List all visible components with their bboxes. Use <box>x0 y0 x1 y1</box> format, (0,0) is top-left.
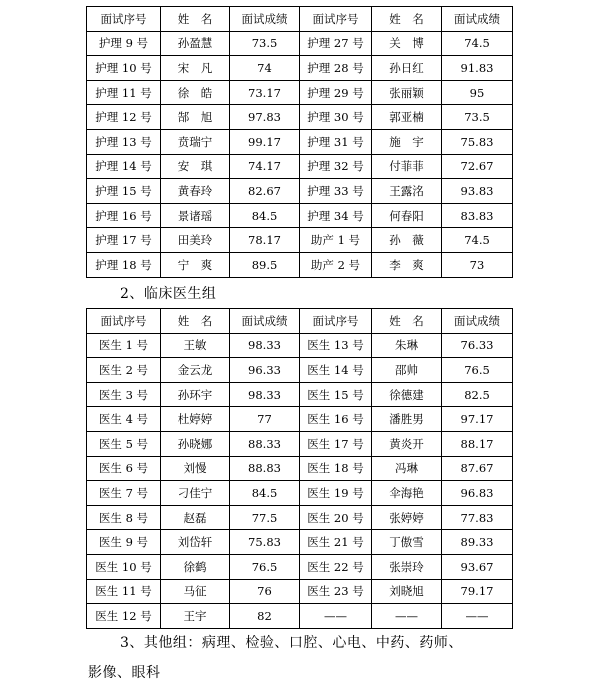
name-cell: 张丽颖 <box>372 80 442 105</box>
score-cell: 74.5 <box>442 31 513 56</box>
name-cell: 王敏 <box>161 333 230 358</box>
name-cell: 安 琪 <box>161 154 230 179</box>
column-header: 面试成绩 <box>442 7 513 32</box>
interview-number-cell: 护理 10 号 <box>87 56 161 81</box>
table-row <box>87 333 513 358</box>
score-cell: 77.83 <box>442 505 513 530</box>
score-cell: 79.17 <box>442 579 513 604</box>
name-cell: 何春阳 <box>372 203 442 228</box>
column-header: 面试序号 <box>300 7 372 32</box>
name-cell: 赵磊 <box>161 505 230 530</box>
name-cell: 刁佳宁 <box>161 481 230 506</box>
score-cell: 98.33 <box>230 382 300 407</box>
column-header: 姓 名 <box>372 309 442 334</box>
score-cell: 93.83 <box>442 179 513 204</box>
interview-number-cell: 护理 29 号 <box>300 80 372 105</box>
name-cell: 徐德建 <box>372 382 442 407</box>
section-heading-other-groups-continued: 影像、眼科 <box>88 665 161 681</box>
score-cell: 95 <box>442 80 513 105</box>
name-cell: 关 博 <box>372 31 442 56</box>
table-row <box>87 228 513 253</box>
score-cell: 96.83 <box>442 481 513 506</box>
interview-number-cell: 护理 15 号 <box>87 179 161 204</box>
name-cell: 孙 薇 <box>372 228 442 253</box>
name-cell: 丁傲雪 <box>372 530 442 555</box>
column-header: 面试成绩 <box>442 309 513 334</box>
table-header-row <box>87 309 513 334</box>
name-cell: 郜 旭 <box>161 105 230 130</box>
name-cell: 潘胜男 <box>372 407 442 432</box>
score-cell: 76.5 <box>442 358 513 383</box>
name-cell: 孙日红 <box>372 56 442 81</box>
interview-number-cell: 医生 5 号 <box>87 431 161 456</box>
interview-number-cell: 护理 18 号 <box>87 252 161 277</box>
table-row <box>87 554 513 579</box>
table-row <box>87 481 513 506</box>
interview-number-cell: 医生 9 号 <box>87 530 161 555</box>
interview-number-cell: 医生 1 号 <box>87 333 161 358</box>
name-cell: 王露洺 <box>372 179 442 204</box>
name-cell: 伞海艳 <box>372 481 442 506</box>
table-row <box>87 80 513 105</box>
name-cell: 朱琳 <box>372 333 442 358</box>
interview-number-cell: 护理 33 号 <box>300 179 372 204</box>
table-row <box>87 31 513 56</box>
table-row <box>87 56 513 81</box>
interview-number-cell: 医生 6 号 <box>87 456 161 481</box>
column-header: 姓 名 <box>372 7 442 32</box>
interview-number-cell: 医生 2 号 <box>87 358 161 383</box>
interview-number-cell: 护理 13 号 <box>87 129 161 154</box>
score-cell: 75.83 <box>442 129 513 154</box>
table-row <box>87 154 513 179</box>
interview-number-cell: 助产 2 号 <box>300 252 372 277</box>
score-cell: 97.17 <box>442 407 513 432</box>
table-row <box>87 252 513 277</box>
score-cell: 99.17 <box>230 129 300 154</box>
table-row <box>87 579 513 604</box>
name-cell: 孙盈慧 <box>161 31 230 56</box>
name-cell: 刘晓旭 <box>372 579 442 604</box>
name-cell: 徐 皓 <box>161 80 230 105</box>
interview-number-cell: 医生 13 号 <box>300 333 372 358</box>
interview-number-cell: 护理 11 号 <box>87 80 161 105</box>
interview-number-cell: 护理 9 号 <box>87 31 161 56</box>
name-cell: 孙晓娜 <box>161 431 230 456</box>
name-cell: 贲瑞宁 <box>161 129 230 154</box>
column-header: 面试序号 <box>87 7 161 32</box>
table-row <box>87 203 513 228</box>
interview-number-cell: 医生 20 号 <box>300 505 372 530</box>
interview-number-cell: 医生 21 号 <box>300 530 372 555</box>
interview-number-cell: 护理 28 号 <box>300 56 372 81</box>
score-cell: 76 <box>230 579 300 604</box>
name-cell: 宋 凡 <box>161 56 230 81</box>
interview-number-cell: 护理 17 号 <box>87 228 161 253</box>
name-cell: 张婷婷 <box>372 505 442 530</box>
table-row <box>87 407 513 432</box>
score-cell: 77.5 <box>230 505 300 530</box>
name-cell: 黄炎开 <box>372 431 442 456</box>
interview-number-cell: 护理 12 号 <box>87 105 161 130</box>
interview-number-cell: 医生 16 号 <box>300 407 372 432</box>
name-cell: 孙环宇 <box>161 382 230 407</box>
table-row <box>87 505 513 530</box>
nursing-score-table <box>86 6 513 278</box>
interview-number-cell: 医生 14 号 <box>300 358 372 383</box>
name-cell: 王宇 <box>161 604 230 629</box>
name-cell: 张崇玲 <box>372 554 442 579</box>
column-header: 姓 名 <box>161 309 230 334</box>
score-cell: 74.5 <box>442 228 513 253</box>
score-cell: 96.33 <box>230 358 300 383</box>
interview-number-cell: 医生 7 号 <box>87 481 161 506</box>
score-cell: 87.67 <box>442 456 513 481</box>
column-header: 面试序号 <box>300 309 372 334</box>
table-row <box>87 179 513 204</box>
name-cell: 刘岱轩 <box>161 530 230 555</box>
interview-number-cell: 护理 16 号 <box>87 203 161 228</box>
name-cell: 黄春玲 <box>161 179 230 204</box>
score-cell: 74 <box>230 56 300 81</box>
interview-number-cell: 医生 4 号 <box>87 407 161 432</box>
interview-number-cell: —— <box>300 604 372 629</box>
name-cell: 杜婷婷 <box>161 407 230 432</box>
score-cell: 82.5 <box>442 382 513 407</box>
name-cell: 冯琳 <box>372 456 442 481</box>
column-header: 姓 名 <box>161 7 230 32</box>
name-cell: 马征 <box>161 579 230 604</box>
score-cell: 83.83 <box>442 203 513 228</box>
score-cell: 78.17 <box>230 228 300 253</box>
score-cell: 75.83 <box>230 530 300 555</box>
name-cell: 邵帅 <box>372 358 442 383</box>
score-cell: 77 <box>230 407 300 432</box>
section-heading-other-groups: 3、其他组：病理、检验、口腔、心电、中药、药师、 <box>120 635 463 651</box>
table-row <box>87 105 513 130</box>
interview-number-cell: 护理 31 号 <box>300 129 372 154</box>
interview-number-cell: 医生 17 号 <box>300 431 372 456</box>
interview-number-cell: 医生 23 号 <box>300 579 372 604</box>
column-header: 面试序号 <box>87 309 161 334</box>
name-cell: 宁 爽 <box>161 252 230 277</box>
name-cell: 李 爽 <box>372 252 442 277</box>
score-cell: 72.67 <box>442 154 513 179</box>
doctor-table-body <box>87 309 513 629</box>
interview-number-cell: 护理 32 号 <box>300 154 372 179</box>
score-cell: 82 <box>230 604 300 629</box>
section-heading-clinical-doctors: 2、临床医生组 <box>120 286 217 302</box>
interview-number-cell: 医生 3 号 <box>87 382 161 407</box>
name-cell: 景诸瑶 <box>161 203 230 228</box>
score-cell: 84.5 <box>230 481 300 506</box>
score-cell: 82.67 <box>230 179 300 204</box>
score-cell: 73.17 <box>230 80 300 105</box>
nursing-table-body <box>87 7 513 278</box>
score-cell: 93.67 <box>442 554 513 579</box>
column-header: 面试成绩 <box>230 309 300 334</box>
score-cell: 73.5 <box>230 31 300 56</box>
interview-number-cell: 医生 15 号 <box>300 382 372 407</box>
score-cell: 76.5 <box>230 554 300 579</box>
table-row <box>87 456 513 481</box>
score-cell: 88.33 <box>230 431 300 456</box>
interview-number-cell: 医生 22 号 <box>300 554 372 579</box>
score-cell: —— <box>442 604 513 629</box>
score-cell: 84.5 <box>230 203 300 228</box>
score-cell: 73 <box>442 252 513 277</box>
name-cell: 刘慢 <box>161 456 230 481</box>
score-cell: 91.83 <box>442 56 513 81</box>
name-cell: 金云龙 <box>161 358 230 383</box>
table-row <box>87 530 513 555</box>
column-header: 面试成绩 <box>230 7 300 32</box>
score-cell: 98.33 <box>230 333 300 358</box>
table-row <box>87 604 513 629</box>
interview-number-cell: 医生 8 号 <box>87 505 161 530</box>
score-cell: 89.33 <box>442 530 513 555</box>
table-row <box>87 382 513 407</box>
score-cell: 88.83 <box>230 456 300 481</box>
table-row <box>87 431 513 456</box>
score-cell: 76.33 <box>442 333 513 358</box>
interview-number-cell: 医生 11 号 <box>87 579 161 604</box>
table-row <box>87 358 513 383</box>
interview-number-cell: 医生 18 号 <box>300 456 372 481</box>
score-cell: 89.5 <box>230 252 300 277</box>
score-cell: 74.17 <box>230 154 300 179</box>
interview-number-cell: 助产 1 号 <box>300 228 372 253</box>
name-cell: 施 宇 <box>372 129 442 154</box>
score-cell: 73.5 <box>442 105 513 130</box>
interview-number-cell: 医生 12 号 <box>87 604 161 629</box>
table-row <box>87 129 513 154</box>
interview-number-cell: 护理 27 号 <box>300 31 372 56</box>
name-cell: 付菲菲 <box>372 154 442 179</box>
name-cell: 郭亚楠 <box>372 105 442 130</box>
interview-number-cell: 医生 10 号 <box>87 554 161 579</box>
name-cell: 田美玲 <box>161 228 230 253</box>
score-cell: 88.17 <box>442 431 513 456</box>
interview-number-cell: 护理 14 号 <box>87 154 161 179</box>
interview-number-cell: 医生 19 号 <box>300 481 372 506</box>
table-header-row <box>87 7 513 32</box>
doctor-score-table <box>86 308 513 629</box>
score-cell: 97.83 <box>230 105 300 130</box>
interview-number-cell: 护理 30 号 <box>300 105 372 130</box>
name-cell: —— <box>372 604 442 629</box>
name-cell: 徐鹤 <box>161 554 230 579</box>
interview-number-cell: 护理 34 号 <box>300 203 372 228</box>
